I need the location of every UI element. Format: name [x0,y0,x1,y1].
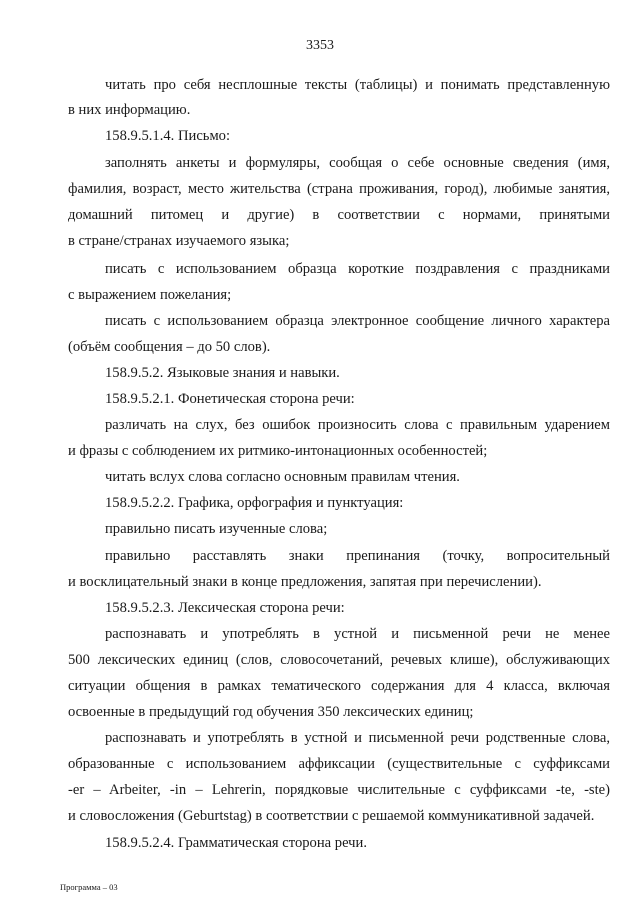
text-line: домашний питомец и другие) в соответствии с нормами, принятыми [68,207,610,223]
page-number: 3353 [306,38,334,53]
text-line: заполнять анкеты и формуляры, сообщая о себе основные сведения (имя, [105,155,610,171]
text-line: читать про себя несплошные тексты (таблицы) и понимать представленную [105,77,610,93]
section-heading: 158.9.5.2.2. Графика, орфография и пунктуация: [105,495,404,511]
text-line: правильно расставлять знаки препинания (точку, вопросительный [105,548,610,564]
text-line: образованные с использованием аффиксации (существительные с суффиксами [68,756,610,772]
text-line: и восклицательный знаки в конце предложения, запятая при перечислении). [68,574,542,590]
footer-label: Программа – 03 [60,882,118,892]
section-heading: 158.9.5.2.4. Грамматическая сторона речи. [105,835,367,851]
text-line: и словосложения (Geburtstag) в соответствии с решаемой коммуникативной задачей. [68,808,595,824]
text-line: -er – Arbeiter, -in – Lehrerin, порядковые числительные с суффиксами -te, -ste) [68,782,610,798]
text-line: правильно писать изученные слова; [105,521,328,537]
section-heading: 158.9.5.1.4. Письмо: [105,128,231,144]
text-line: писать с использованием образца электронное сообщение личного характера [105,313,610,329]
text-line: ситуации общения в рамках тематического содержания для 4 класса, включая [68,678,610,694]
text-line: 500 лексических единиц (слов, словосочетаний, речевых клише), обслуживающих [68,652,610,668]
text-line: (объём сообщения – до 50 слов). [68,339,271,355]
text-line: различать на слух, без ошибок произносить слова с правильным ударением [105,417,610,433]
section-heading: 158.9.5.2.3. Лексическая сторона речи: [105,600,345,616]
section-heading: 158.9.5.2.1. Фонетическая сторона речи: [105,391,355,407]
text-line: распознавать и употреблять в устной и письменной речи родственные слова, [105,730,610,746]
text-line: фамилия, возраст, место жительства (страна проживания, город), любимые занятия, [68,181,610,197]
section-heading: 158.9.5.2. Языковые знания и навыки. [105,365,340,381]
text-line: распознавать и употреблять в устной и письменной речи не менее [105,626,610,642]
text-line: в стране/странах изучаемого языка; [68,233,290,249]
text-line: и фразы с соблюдением их ритмико-интонационных особенностей; [68,443,488,459]
text-line: в них информацию. [68,102,191,118]
text-line: читать вслух слова согласно основным правилам чтения. [105,469,460,485]
text-line: писать с использованием образца короткие поздравления с праздниками [105,261,610,277]
text-line: с выражением пожелания; [68,287,232,303]
text-line: освоенные в предыдущий год обучения 350 лексических единиц; [68,704,474,720]
